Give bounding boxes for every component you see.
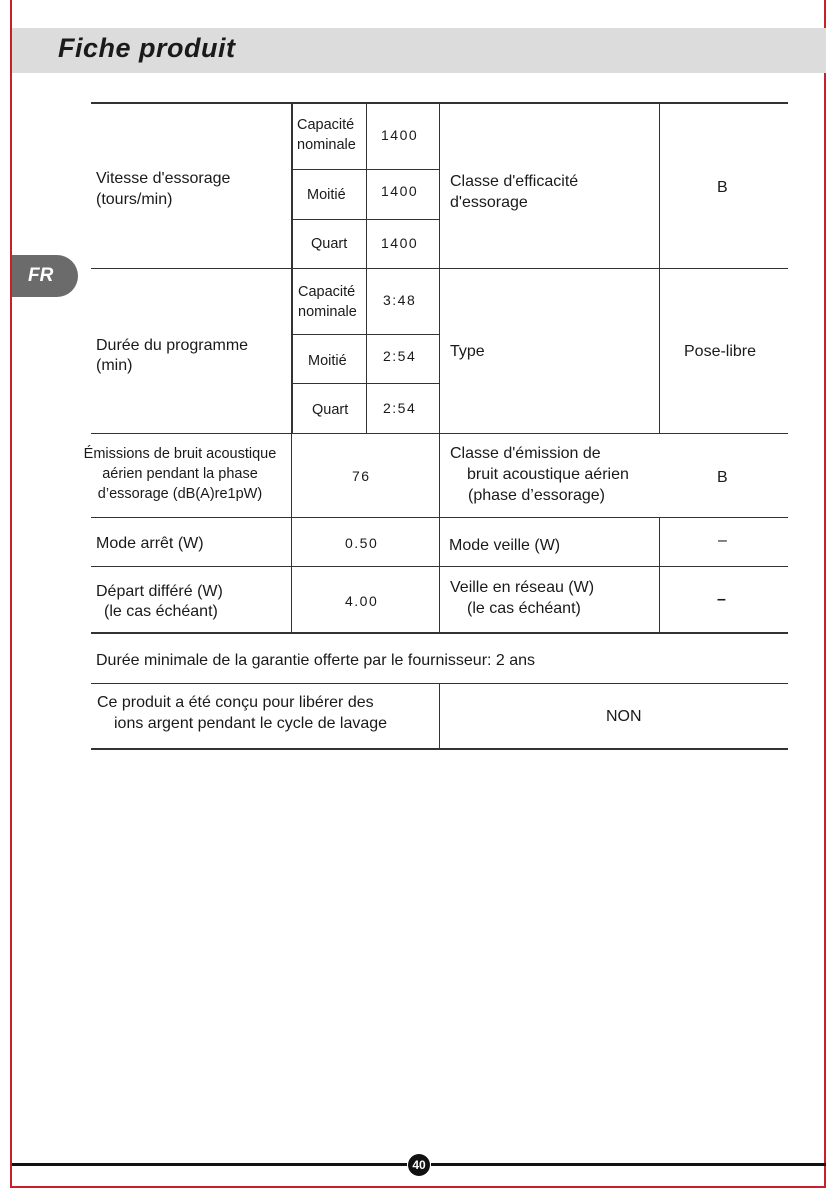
spin-class-value: B bbox=[717, 179, 728, 196]
table-rule bbox=[659, 517, 660, 632]
spin-sub-rated: Capacité bbox=[297, 117, 355, 133]
network-standby-label-2: (le cas échéant) bbox=[467, 600, 581, 617]
noise-label-3: d’essorage (dB(A)re1pW) bbox=[97, 486, 263, 502]
spin-value-half: 1400 bbox=[381, 183, 419, 199]
spin-sub-half: Moitié bbox=[307, 187, 346, 203]
noise-label: Émissions de bruit acoustique bbox=[83, 446, 277, 462]
off-mode-value: 0.50 bbox=[345, 535, 379, 551]
duration-value-quarter: 2:54 bbox=[383, 400, 417, 416]
off-mode-label: Mode arrêt (W) bbox=[96, 535, 204, 552]
table-rule bbox=[659, 102, 660, 433]
duration-value-half: 2:54 bbox=[383, 348, 417, 364]
noise-class-label: Classe d'émission de bbox=[450, 445, 601, 462]
duration-label-unit: (min) bbox=[96, 357, 133, 374]
duration-sub-half: Moitié bbox=[308, 353, 347, 369]
type-label: Type bbox=[450, 343, 485, 360]
duration-label: Durée du programme bbox=[96, 337, 249, 354]
delay-label: Départ différé (W) bbox=[96, 583, 223, 600]
spin-sub-rated-2: nominale bbox=[297, 137, 356, 153]
delay-value: 4.00 bbox=[345, 593, 379, 609]
page-title: Fiche produit bbox=[58, 33, 236, 63]
network-standby-label: Veille en réseau (W) bbox=[450, 579, 595, 596]
table-rule bbox=[291, 102, 293, 433]
spin-value-rated: 1400 bbox=[381, 127, 419, 143]
duration-value-rated: 3:48 bbox=[383, 292, 417, 308]
duration-sub-quarter: Quart bbox=[312, 402, 349, 418]
table-rule bbox=[291, 517, 292, 632]
spin-label: Vitesse d'essorage bbox=[96, 170, 231, 187]
page-number: 40 bbox=[408, 1154, 430, 1176]
table-rule bbox=[291, 433, 292, 517]
table-rule bbox=[91, 748, 788, 750]
table-rule bbox=[439, 102, 440, 433]
duration-sub-rated: Capacité bbox=[298, 284, 356, 300]
table-rule bbox=[439, 683, 440, 748]
noise-class-value: B bbox=[717, 469, 728, 486]
spin-class-label-2: d'essorage bbox=[450, 194, 528, 211]
silver-label-2: ions argent pendant le cycle de lavage bbox=[114, 715, 388, 732]
spin-class-label: Classe d'efficacité bbox=[450, 173, 579, 190]
table-rule bbox=[366, 102, 367, 433]
noise-value: 76 bbox=[352, 468, 371, 484]
footer-rule bbox=[12, 1163, 407, 1166]
spin-value-quarter: 1400 bbox=[381, 235, 419, 251]
type-value: Pose-libre bbox=[684, 343, 757, 360]
silver-label: Ce produit a été conçu pour libérer des bbox=[97, 694, 374, 711]
table-rule bbox=[439, 433, 440, 517]
footer-rule bbox=[431, 1163, 826, 1166]
delay-label-2: (le cas échéant) bbox=[104, 603, 218, 620]
language-tab: FR bbox=[12, 255, 78, 297]
noise-label-2: aérien pendant la phase bbox=[102, 466, 258, 482]
table-rule bbox=[91, 632, 788, 634]
standby-label: Mode veille (W) bbox=[449, 537, 561, 554]
silver-value: NON bbox=[606, 708, 642, 725]
spin-label-unit: (tours/min) bbox=[96, 191, 173, 208]
standby-value: – bbox=[718, 532, 727, 549]
noise-class-label-3: (phase d’essorage) bbox=[468, 487, 605, 504]
noise-class-label-2: bruit acoustique aérien bbox=[467, 466, 629, 483]
duration-sub-rated-2: nominale bbox=[298, 304, 357, 320]
warranty-text: Durée minimale de la garantie offerte par le fournisseur: 2 ans bbox=[96, 652, 536, 669]
network-standby-value: – bbox=[717, 591, 726, 608]
table-rule bbox=[439, 517, 440, 632]
spin-sub-quarter: Quart bbox=[311, 236, 348, 252]
